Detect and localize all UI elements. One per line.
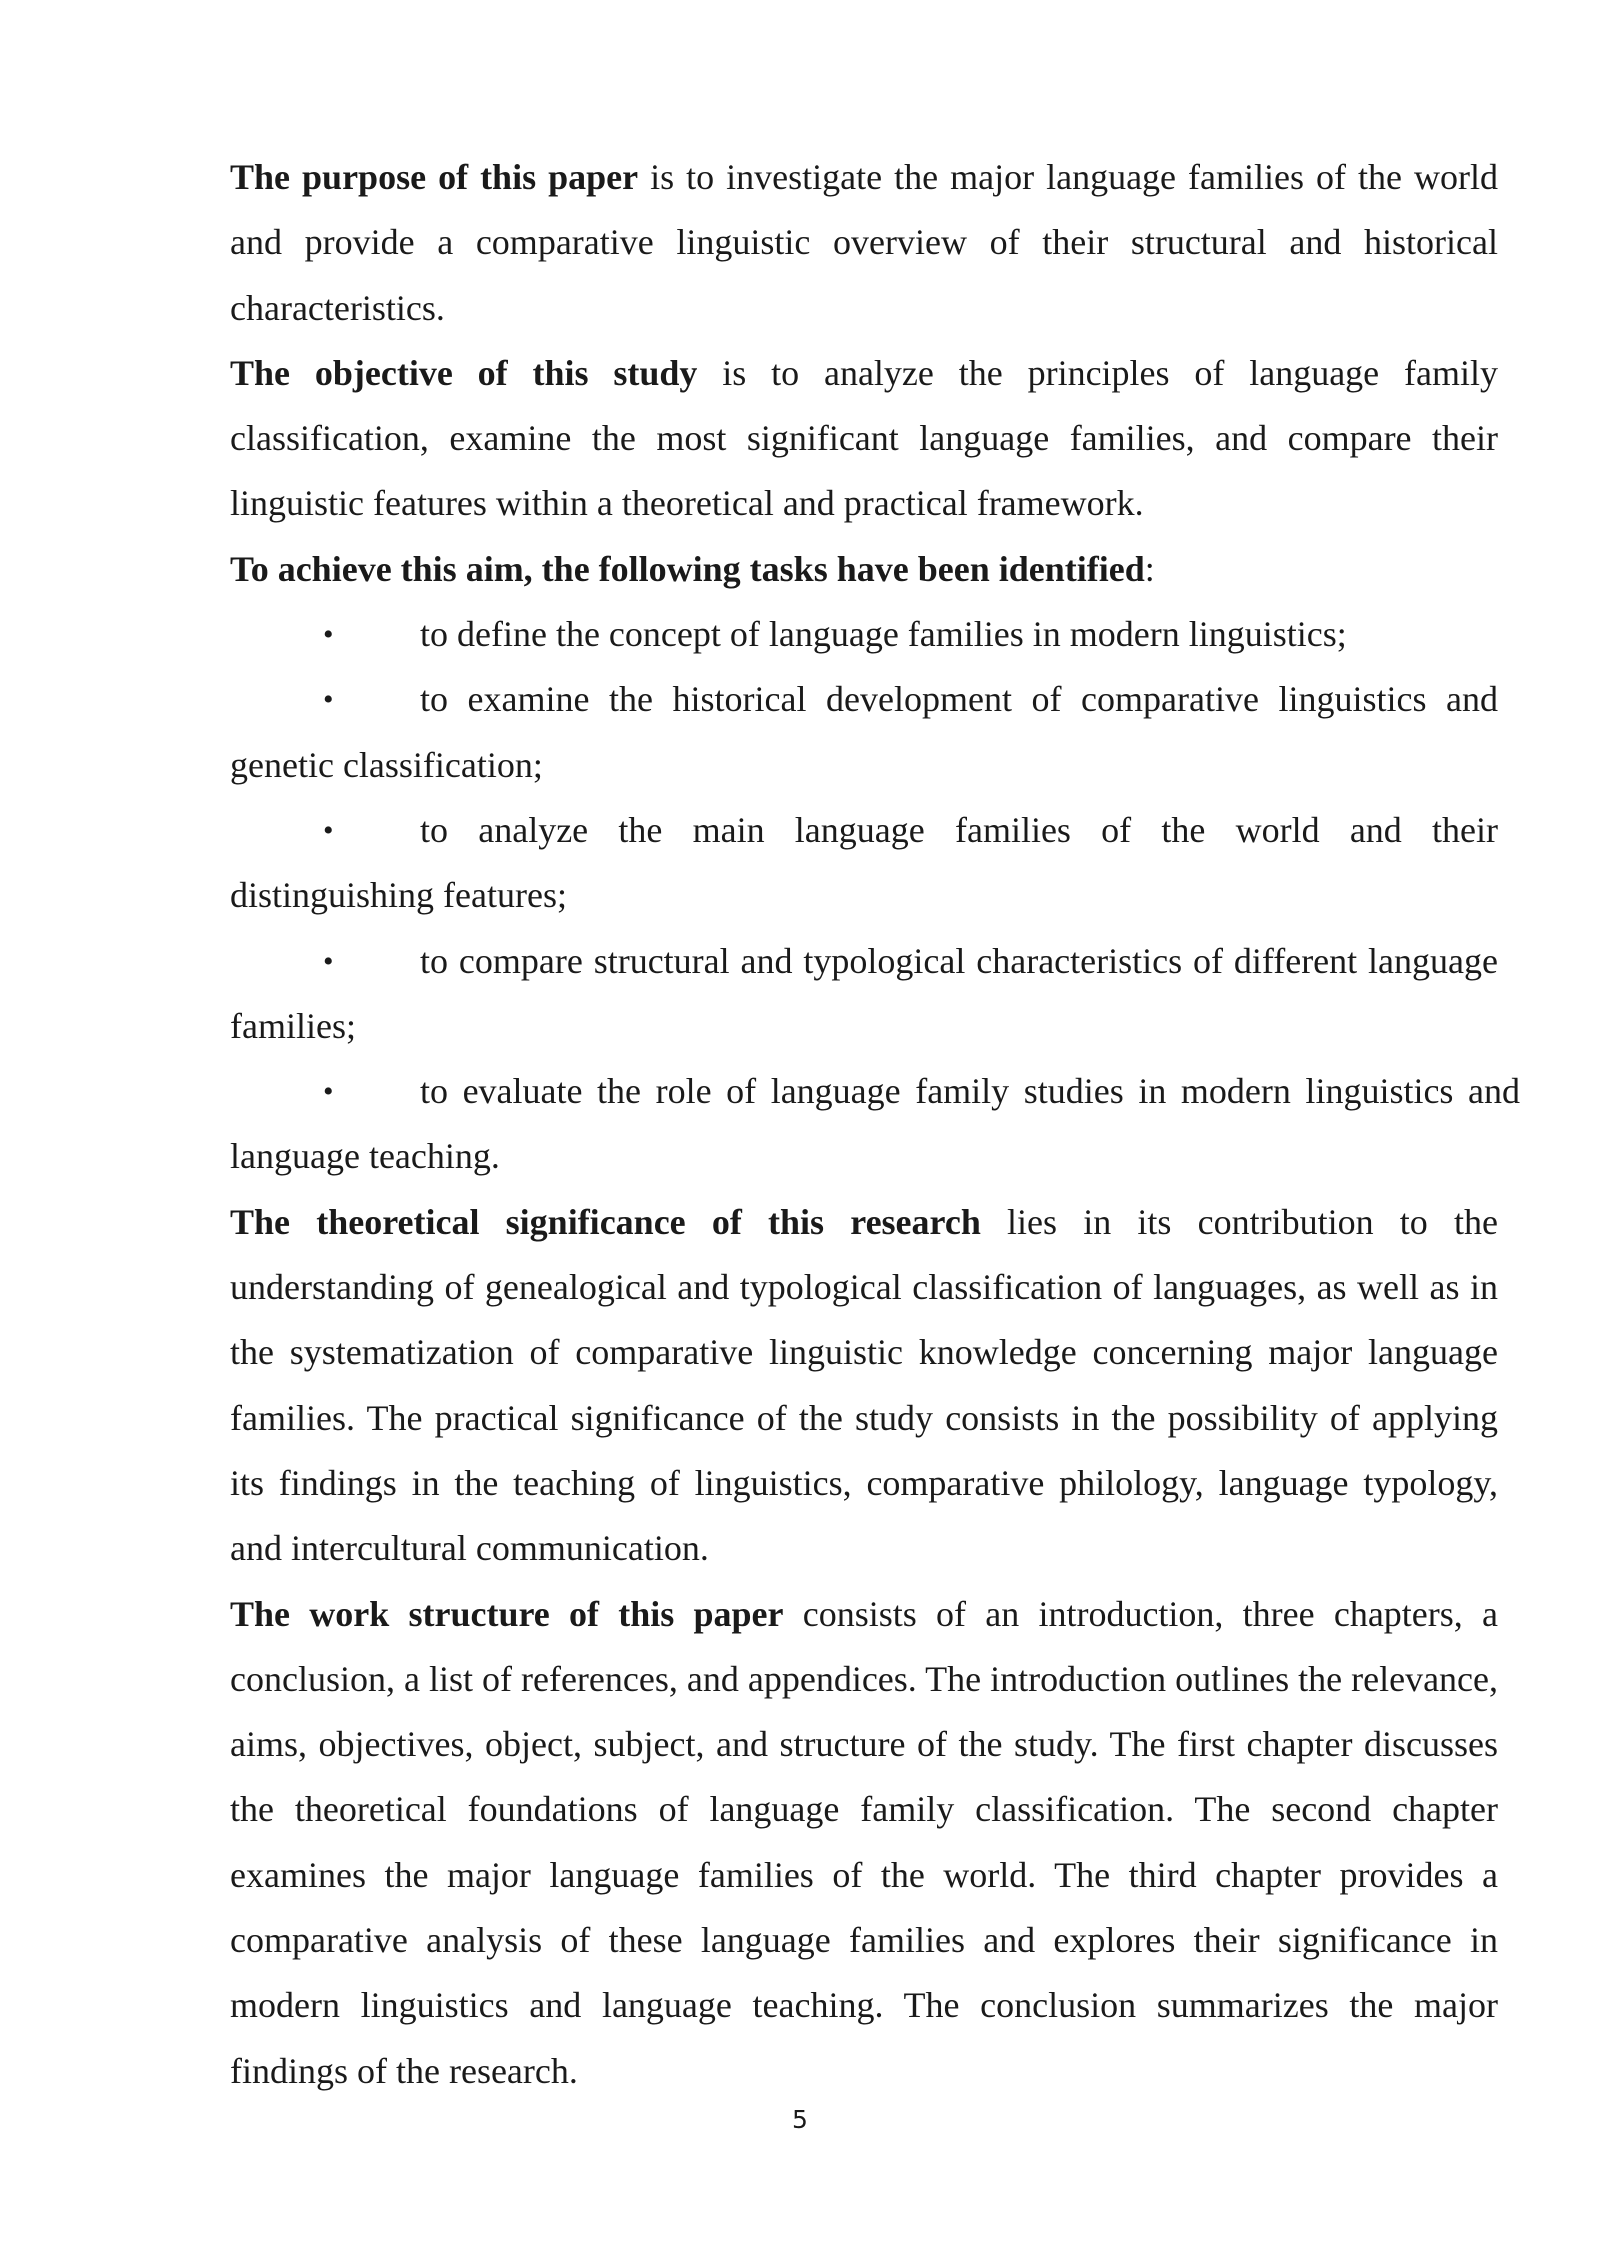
structure-text: consists of an introduction, three chapters, a conclusion, a list of references, and appendices. The introduction outlines the relevance, aims, objectives, object, subject, and structure of the study. The first chapter discusses the theoretical foundations of language family classification. The second chapter examines the major language families of the world. The third chapter provides a comparative analysis of these language families and explores their significance in modern linguistics and language teaching. The conclusion summarizes the major findings of the research. <box>230 1593 1498 2091</box>
task-item <box>230 602 1498 667</box>
task-item-text: to examine the historical development of comparative linguistics and genetic classification; <box>230 679 1498 785</box>
significance-paragraph <box>230 1190 1498 1582</box>
significance-text: lies in its contribution to the understanding of genealogical and typological classification of languages, as well as in the systematization of comparative linguistic knowledge concerning major language families. The practical significance of the study consists in the possibility of applying its findings in the teaching of linguistics, comparative philology, language typology, and intercultural communication. <box>230 1201 1498 1569</box>
purpose-text: is to investigate the major language families of the world and provide a comparative linguistic overview of their structural and historical characteristics. <box>230 157 1498 328</box>
objective-heading: The objective of this study <box>230 352 698 393</box>
bullet-icon: • <box>323 813 334 847</box>
task-item <box>230 798 1498 929</box>
tasks-heading: To achieve this aim, the following tasks have been identified <box>230 548 1145 589</box>
objective-text: is to analyze the principles of language family classification, examine the most significant language families, and compare their linguistic features within a theoretical and practical framework. <box>230 352 1498 524</box>
bullet-icon: • <box>323 944 334 978</box>
structure-paragraph <box>230 1582 1498 2104</box>
bullet-icon: • <box>323 618 334 652</box>
task-item-text: to analyze the main language families of the world and their distinguishing features; <box>230 809 1498 916</box>
structure-heading: The work structure of this paper <box>230 1593 784 1634</box>
significance-heading: The theoretical significance of this research <box>230 1201 981 1242</box>
page-number: 5 <box>792 2105 808 2134</box>
bullet-icon: • <box>323 683 334 717</box>
task-item <box>230 929 1498 1060</box>
task-item-text: to define the concept of language families in modern linguistics; <box>420 614 1347 655</box>
task-item-text: to compare structural and typological characteristics of different language families; <box>230 940 1498 1046</box>
objective-paragraph <box>230 341 1498 537</box>
task-list <box>230 602 1520 1190</box>
task-item <box>230 1059 1520 1190</box>
purpose-paragraph <box>230 145 1498 341</box>
bullet-icon: • <box>323 1075 334 1109</box>
task-item <box>230 667 1498 798</box>
task-item-text: to evaluate the role of language family studies in modern linguistics and language teaching. <box>230 1071 1520 1177</box>
tasks-heading-colon: : <box>1144 548 1155 589</box>
tasks-intro <box>230 537 1498 602</box>
purpose-heading: The purpose of this paper <box>230 157 639 197</box>
document-body <box>230 145 1520 2104</box>
